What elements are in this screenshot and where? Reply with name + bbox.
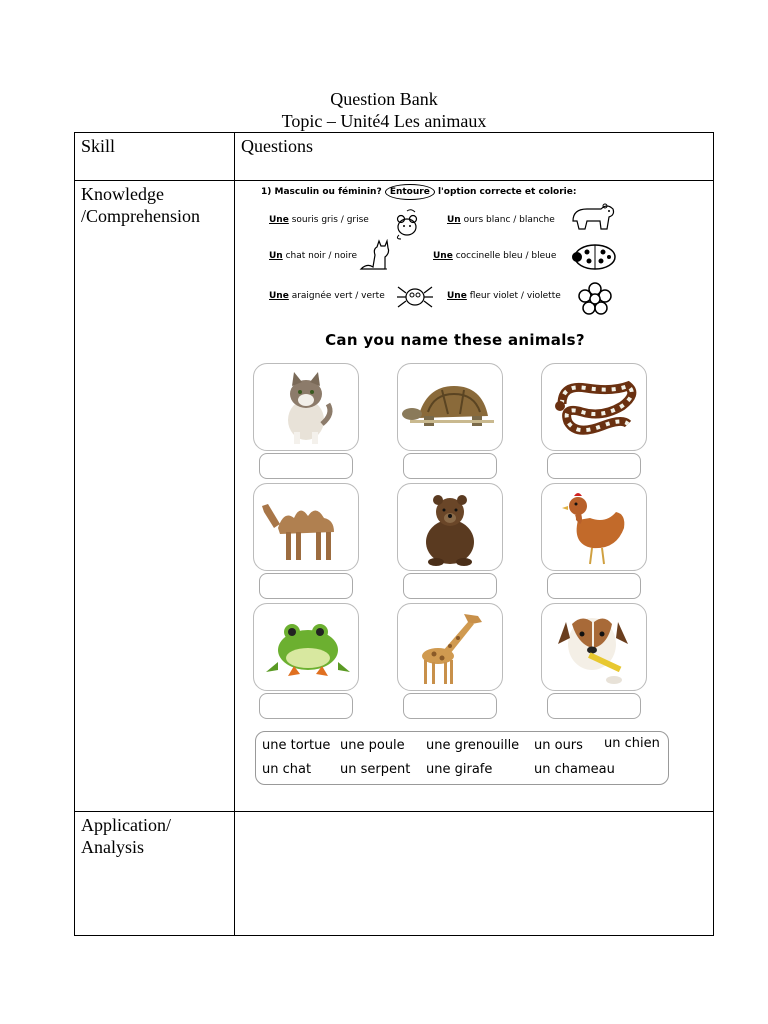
skill-cell-knowledge	[75, 181, 235, 812]
header-cell-skill	[75, 133, 235, 181]
animal-card-cat	[253, 363, 359, 451]
animal-card-dog	[541, 603, 647, 691]
answer-box-dog[interactable]	[547, 693, 641, 719]
flower-icon	[577, 281, 613, 317]
mf-item-ours	[447, 215, 555, 225]
mf-text: fleur violet / violette	[466, 291, 561, 301]
mf-item-chat	[269, 251, 357, 261]
camel-photo-icon	[254, 484, 358, 570]
mf-article: Un	[269, 251, 283, 261]
animal-card-hen	[541, 483, 647, 571]
answer-box-camel[interactable]	[259, 573, 353, 599]
question-bank-table	[74, 132, 714, 936]
mf-item-souris	[269, 215, 369, 225]
mf-article: Une	[447, 291, 467, 301]
word-bank-item: un ours	[534, 738, 583, 753]
page-title: Question Bank	[330, 89, 438, 109]
worksheet-cell	[235, 181, 714, 812]
worksheet	[245, 181, 665, 811]
animals-question-heading: Can you name these animals?	[325, 331, 585, 349]
word-bank-item: un chameau	[534, 762, 615, 777]
mouse-icon	[391, 207, 423, 241]
ladybug-icon	[569, 239, 619, 273]
dog-photo-icon	[542, 604, 646, 690]
answer-box-hen[interactable]	[547, 573, 641, 599]
polar-bear-icon	[567, 199, 617, 235]
mf-article: Un	[447, 215, 461, 225]
cat-photo-icon	[254, 364, 358, 450]
word-bank-item: un chat	[262, 762, 312, 777]
giraffe-photo-icon	[398, 604, 502, 690]
mf-item-fleur	[447, 291, 561, 301]
answer-box-frog[interactable]	[259, 693, 353, 719]
animal-card-giraffe	[397, 603, 503, 691]
questions-header: Questions	[241, 136, 313, 156]
mf-article: Une	[433, 251, 453, 261]
q1-circled-word: Entoure	[385, 184, 435, 200]
mf-item-araignee	[269, 291, 385, 301]
mf-article: Une	[269, 215, 289, 225]
q1-prefix: 1) Masculin ou féminin?	[261, 187, 382, 197]
topic-title: Topic – Unité4 Les animaux	[281, 111, 487, 131]
cat-outline-icon	[357, 239, 397, 273]
answer-box-cat[interactable]	[259, 453, 353, 479]
answer-box-giraffe[interactable]	[403, 693, 497, 719]
mf-text: coccinelle bleu / bleue	[452, 251, 557, 261]
word-bank-item: une tortue	[262, 738, 331, 753]
spider-icon	[395, 279, 435, 313]
header-cell-questions	[235, 133, 714, 181]
q1-suffix: l'option correcte et colorie:	[437, 187, 577, 197]
word-bank-item: un chien	[604, 736, 660, 751]
answer-box-bear[interactable]	[403, 573, 497, 599]
frog-photo-icon	[254, 604, 358, 690]
skill-knowledge: Knowledge /Comprehension	[81, 184, 200, 226]
bear-photo-icon	[398, 484, 502, 570]
question-1	[261, 187, 576, 197]
tortoise-photo-icon	[398, 364, 502, 450]
animal-card-snake	[541, 363, 647, 451]
mf-item-coccinelle	[433, 251, 556, 261]
mf-article: Une	[269, 291, 289, 301]
animal-card-bear	[397, 483, 503, 571]
word-bank-item: une girafe	[426, 762, 493, 777]
snake-photo-icon	[542, 364, 646, 450]
animal-card-frog	[253, 603, 359, 691]
empty-questions-cell	[235, 812, 714, 936]
animal-card-camel	[253, 483, 359, 571]
skill-cell-application	[75, 812, 235, 936]
word-bank	[255, 731, 669, 785]
skill-application: Application/ Analysis	[81, 815, 171, 857]
hen-photo-icon	[542, 484, 646, 570]
answer-box-tortoise[interactable]	[403, 453, 497, 479]
word-bank-item: un serpent	[340, 762, 411, 777]
skill-header: Skill	[81, 136, 116, 156]
mf-text: ours blanc / blanche	[460, 215, 555, 225]
answer-box-snake[interactable]	[547, 453, 641, 479]
word-bank-item: une grenouille	[426, 738, 520, 753]
mf-text: souris gris / grise	[288, 215, 369, 225]
word-bank-item: une poule	[340, 738, 405, 753]
mf-text: chat noir / noire	[282, 251, 358, 261]
mf-text: araignée vert / verte	[288, 291, 385, 301]
animal-card-tortoise	[397, 363, 503, 451]
